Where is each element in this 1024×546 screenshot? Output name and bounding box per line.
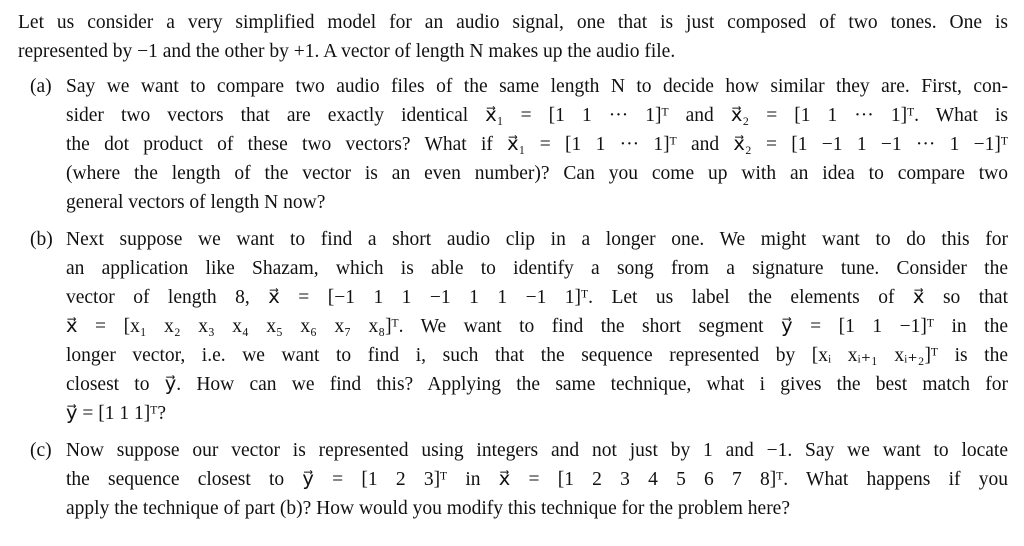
- part-label: (b): [30, 229, 53, 250]
- part-line: general vectors of length N now?: [66, 192, 326, 213]
- part-line: Next suppose we want to find a short audio clip in a longer one. We might want to do this for: [66, 229, 1008, 250]
- part-line: (where the length of the vector is an even number)? Can you come up with an idea to compare two: [66, 163, 1008, 184]
- problem-document: [18, 8, 1008, 531]
- part-line: sider two vectors that are exactly identical x⃗₁ = [1 1 ··· 1]ᵀ and x⃗₂ = [1 1 ··· 1]ᵀ. What is: [66, 105, 1008, 126]
- part-label: (c): [30, 440, 52, 461]
- intro-paragraph: [18, 8, 1008, 66]
- part-line: apply the technique of part (b)? How would you modify this technique for the problem here?: [66, 498, 790, 519]
- part-line: the sequence closest to y⃗ = [1 2 3]ᵀ in x⃗ = [1 2 3 4 5 6 7 8]ᵀ. What happens if you: [66, 469, 1008, 490]
- intro-line: Let us consider a very simplified model for an audio signal, one that is just composed of two tones. One is: [18, 12, 1008, 33]
- part-line: longer vector, i.e. we want to find i, such that the sequence represented by [xᵢ xᵢ₊₁ xᵢ₊₂]ᵀ is the: [66, 345, 1008, 366]
- part-line: closest to y⃗. How can we find this? Applying the same technique, what i gives the best match for: [66, 374, 1008, 395]
- part-label: (a): [30, 76, 52, 97]
- part-line: y⃗ = [1 1 1]ᵀ?: [66, 403, 166, 424]
- part-c: [18, 436, 1008, 523]
- part-b: [18, 225, 1008, 428]
- intro-line: represented by −1 and the other by +1. A vector of length N makes up the audio file.: [18, 41, 676, 62]
- part-line: vector of length 8, x⃗ = [−1 1 1 −1 1 1 −1 1]ᵀ. Let us label the elements of x⃗ so that: [66, 287, 1008, 308]
- part-line: x⃗ = [x₁ x₂ x₃ x₄ x₅ x₆ x₇ x₈]ᵀ. We want to find the short segment y⃗ = [1 1 −1]ᵀ in the: [66, 316, 1008, 337]
- part-line: the dot product of these two vectors? What if x⃗₁ = [1 1 ··· 1]ᵀ and x⃗₂ = [1 −1 1 −1 ··· 1 −1]ᵀ: [66, 134, 1008, 155]
- part-line: Now suppose our vector is represented using integers and not just by 1 and −1. Say we want to locate: [66, 440, 1008, 461]
- part-line: Say we want to compare two audio files of the same length N to decide how similar they are. First, con-: [66, 76, 1008, 97]
- part-line: an application like Shazam, which is able to identify a song from a signature tune. Consider the: [66, 258, 1008, 279]
- part-a: [18, 72, 1008, 217]
